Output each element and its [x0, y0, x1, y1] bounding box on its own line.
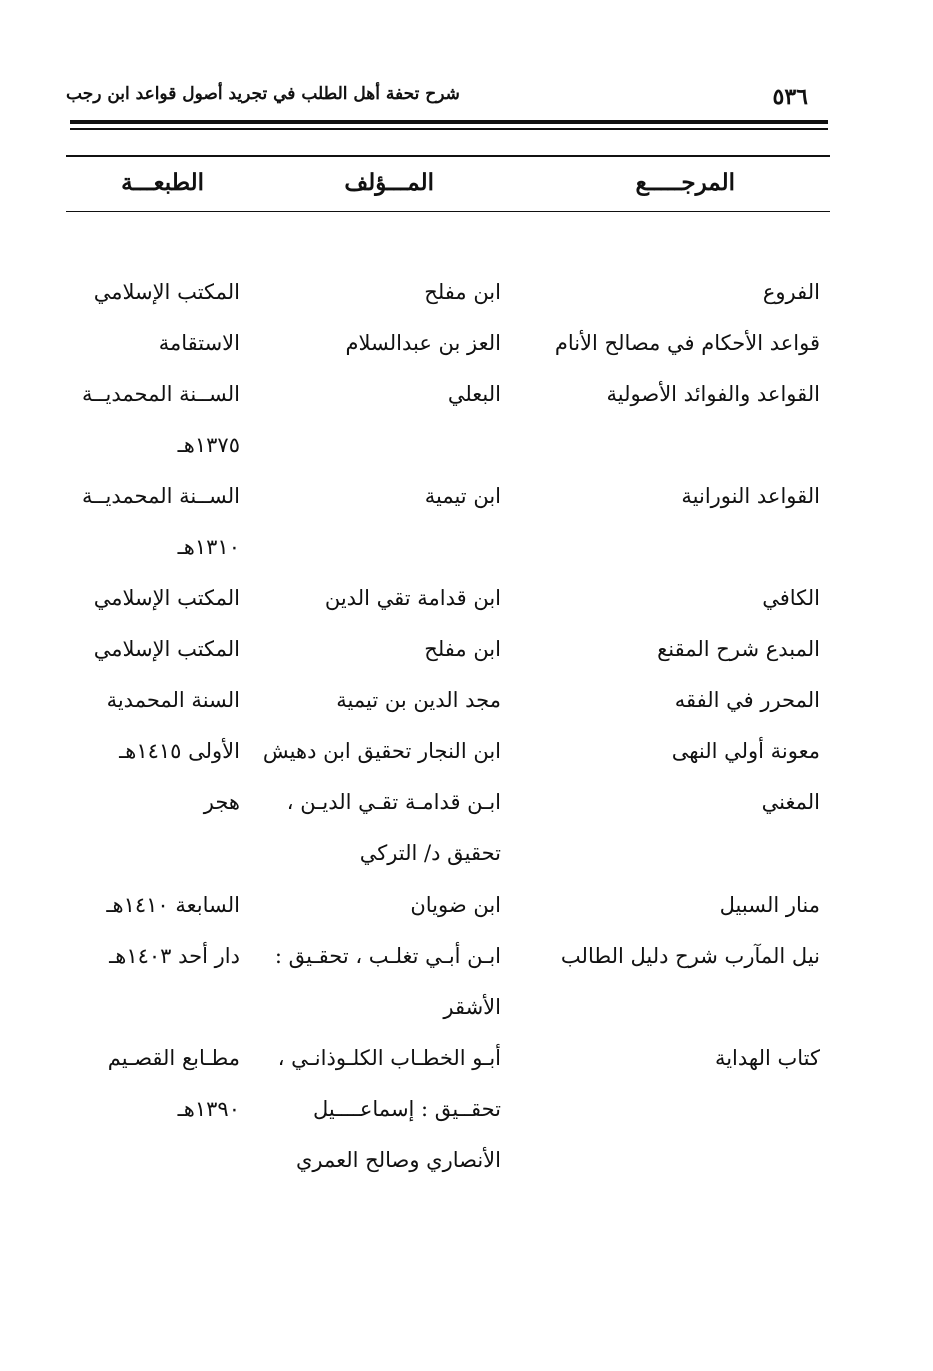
table-body — [66, 212, 830, 1172]
table-cell-reference: القواعد والفوائد الأصولية — [606, 382, 820, 406]
table-cell-edition: دار أحد ١٤٠٣هـ — [109, 944, 240, 968]
table-cell-author: ابن قدامة تقي الدين — [324, 586, 501, 610]
page-number: ٥٣٦ — [772, 84, 808, 110]
table-cell-edition: المكتب الإسلامي — [93, 280, 240, 304]
table-cell-reference: المحرر في الفقه — [674, 688, 820, 712]
table-cell-reference: الكافي — [762, 586, 820, 610]
table-cell-author: تحقــيق : إسماعــــيل — [313, 1097, 501, 1121]
table-cell-author: ابن ضويان — [410, 893, 501, 917]
table-header-row — [66, 157, 830, 211]
table-cell-author: ابن تيمية — [424, 484, 501, 508]
table-cell-edition: الســنة المحمديــة — [81, 484, 240, 508]
table-cell-author: ابن مفلح — [424, 280, 501, 304]
column-header-edition: الطبعـــة — [121, 168, 204, 196]
table-cell-author: أبـو الخطـاب الكلـوذانـي ، — [277, 1046, 501, 1070]
table-cell-author: العز بن عبدالسلام — [345, 331, 501, 355]
table-cell-edition: مطـابع القصـيم — [107, 1046, 240, 1070]
table-cell-author: الأشقر — [443, 995, 501, 1019]
table-cell-reference: نيل المآرب شرح دليل الطالب — [560, 944, 820, 968]
column-header-reference: المرجـــــع — [635, 168, 735, 196]
table-cell-reference: الفروع — [762, 280, 820, 304]
table-cell-reference: معونة أولي النهى — [671, 739, 820, 763]
table-cell-edition: المكتب الإسلامي — [93, 586, 240, 610]
table-cell-reference: كتاب الهداية — [714, 1046, 820, 1070]
table-cell-author: تحقيق د/ التركي — [359, 841, 501, 865]
table-cell-edition: المكتب الإسلامي — [93, 637, 240, 661]
table-cell-edition: الاستقامة — [158, 331, 240, 355]
table-cell-edition: ١٣١٠هـ — [177, 535, 240, 559]
table-cell-reference: القواعد النورانية — [681, 484, 820, 508]
table-cell-edition: السنة المحمدية — [106, 688, 240, 712]
table-cell-edition: السابعة ١٤١٠هـ — [106, 893, 240, 917]
table-cell-edition: ١٣٩٠هـ — [177, 1097, 240, 1121]
table-cell-edition: الأولى ١٤١٥هـ — [119, 739, 240, 763]
table-cell-author: ابـن أبـي تغلـب ، تحقـيق : — [274, 944, 501, 968]
table-cell-reference: منار السبيل — [719, 893, 820, 917]
table-cell-edition: ١٣٧٥هـ — [177, 433, 240, 457]
table-cell-author: البعلي — [447, 382, 501, 406]
table-cell-author: ابن مفلح — [424, 637, 501, 661]
running-header — [66, 80, 830, 114]
table-cell-edition: هجر — [203, 790, 240, 814]
table-cell-author: ابن النجار تحقيق ابن دهيش — [262, 739, 501, 763]
table-cell-reference: المبدع شرح المقنع — [657, 637, 820, 661]
table-cell-edition: الســنة المحمديــة — [81, 382, 240, 406]
header-rule-thick — [70, 120, 828, 124]
table-cell-author: ابـن قدامـة تقـي الديـن ، — [286, 790, 501, 814]
table-cell-author: الأنصاري وصالح العمري — [295, 1148, 501, 1172]
running-title: شرح تحفة أهل الطلب في تجريد أصول قواعد ابن رجب — [66, 84, 460, 104]
table-cell-author: مجد الدين بن تيمية — [336, 688, 501, 712]
column-header-author: المـــؤلف — [344, 168, 434, 196]
table-cell-reference: قواعد الأحكام في مصالح الأنام — [554, 331, 820, 355]
header-rule-thin — [70, 128, 828, 130]
references-table — [66, 155, 830, 1172]
table-cell-reference: المغني — [761, 790, 820, 814]
